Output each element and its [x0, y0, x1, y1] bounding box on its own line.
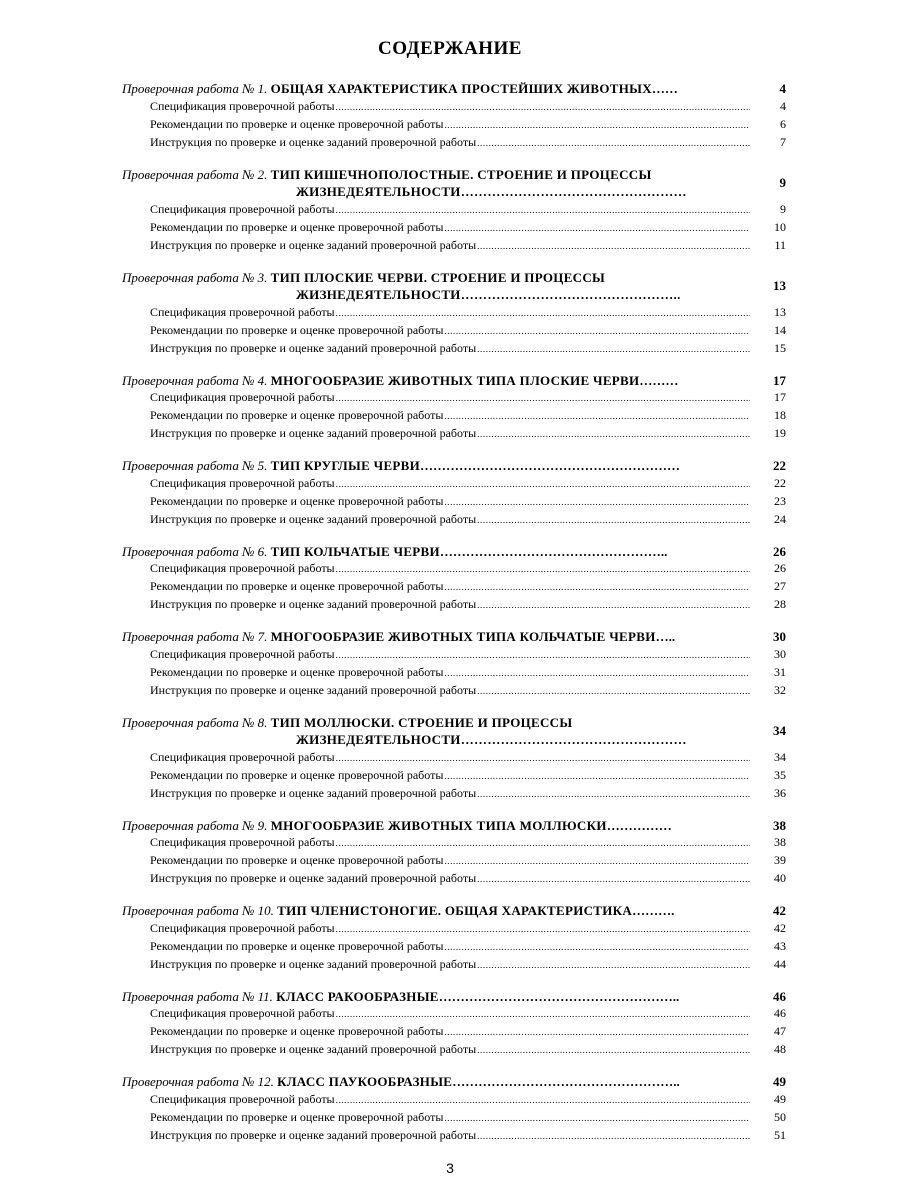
toc-entry[interactable] — [122, 682, 790, 700]
entry-page-number: 18 — [774, 408, 786, 422]
toc-entry[interactable] — [122, 304, 790, 322]
entry-page-number: 15 — [774, 340, 786, 355]
entry-label: Рекомендации по проверке и оценке проверочной работы — [150, 408, 444, 422]
toc-entry[interactable] — [122, 475, 790, 493]
toc-entry[interactable] — [122, 98, 790, 116]
toc-entry[interactable] — [122, 834, 790, 852]
dot-leader — [336, 1006, 750, 1023]
toc-entry[interactable] — [122, 870, 790, 888]
dot-leader — [477, 871, 750, 888]
dot-leader — [444, 220, 750, 237]
section-title: ТИП ЧЛЕНИСТОНОГИЕ. ОБЩАЯ ХАРАКТЕРИСТИКА — [277, 903, 633, 918]
section-title-line2: ЖИЗНЕДЕЯТЕЛЬНОСТИ — [296, 287, 461, 302]
dot-leader: ….. — [655, 629, 676, 644]
toc-entry[interactable] — [122, 767, 790, 785]
toc-section — [122, 80, 790, 152]
section-page-number: 42 — [773, 903, 786, 918]
section-title-line2: ЖИЗНЕДЕЯТЕЛЬНОСТИ — [296, 184, 461, 199]
toc-entry[interactable] — [122, 134, 790, 152]
toc-entry[interactable] — [122, 1109, 790, 1127]
entry-page-number: 42 — [774, 920, 786, 935]
dot-leader — [477, 683, 750, 700]
dot-leader: ……………………………………………….. — [438, 988, 680, 1004]
entry-label: Спецификация проверочной работы — [150, 561, 335, 575]
dot-leader — [336, 921, 750, 938]
section-label: Проверочная работа № 5. — [122, 458, 268, 473]
dot-leader: ………………………………………….. — [460, 287, 681, 302]
dot-leader — [444, 939, 750, 956]
toc-entry[interactable] — [122, 664, 790, 682]
entry-page-number: 35 — [774, 767, 786, 782]
toc-section-heading[interactable] — [122, 902, 790, 920]
section-label: Проверочная работа № 4. — [122, 372, 268, 388]
dot-leader — [444, 768, 750, 785]
dot-leader — [336, 835, 750, 852]
dot-leader — [444, 1110, 750, 1127]
entry-label: Спецификация проверочной работы — [150, 1006, 335, 1020]
toc-entry[interactable] — [122, 201, 790, 219]
toc-entry[interactable] — [122, 219, 790, 237]
section-label: Проверочная работа № 2. — [122, 166, 268, 182]
page-title: СОДЕРЖАНИЕ — [378, 38, 522, 59]
section-title-continued — [122, 731, 754, 749]
dot-leader — [336, 1092, 750, 1109]
section-label: Проверочная работа № 10. — [122, 903, 274, 918]
entry-page-number: 23 — [774, 493, 786, 508]
section-label: Проверочная работа № 3. — [122, 269, 268, 285]
entry-label: Рекомендации по проверке и оценке проверочной работы — [150, 853, 444, 867]
section-title: ТИП МОЛЛЮСКИ. СТРОЕНИЕ И ПРОЦЕССЫ — [270, 714, 573, 730]
toc-section-heading[interactable] — [122, 372, 790, 390]
section-page-number: 46 — [773, 988, 786, 1004]
toc-section-heading[interactable] — [122, 80, 790, 98]
toc-section — [122, 902, 790, 974]
entry-label: Спецификация проверочной работы — [150, 749, 335, 764]
toc-entry[interactable] — [122, 389, 790, 407]
page-number: 3 — [446, 1160, 454, 1176]
toc-entry[interactable] — [122, 785, 790, 803]
section-title: ТИП КОЛЬЧАТЫЕ ЧЕРВИ — [270, 543, 440, 559]
toc-entry[interactable] — [122, 1005, 790, 1023]
entry-page-number: 30 — [774, 646, 786, 661]
section-label: Проверочная работа № 8. — [122, 714, 268, 730]
table-of-contents — [122, 80, 790, 1159]
entry-page-number: 22 — [774, 475, 786, 490]
dot-leader — [336, 561, 750, 578]
toc-section-heading[interactable] — [122, 817, 790, 835]
entry-label: Инструкция по проверке и оценке заданий проверочной работы — [150, 956, 477, 971]
dot-leader — [477, 786, 750, 803]
toc-section-heading[interactable] — [122, 543, 790, 561]
entry-page-number: 27 — [774, 579, 786, 593]
entry-label: Инструкция по проверке и оценке заданий проверочной работы — [150, 1042, 477, 1056]
entry-label: Инструкция по проверке и оценке заданий проверочной работы — [150, 134, 477, 149]
entry-label: Рекомендации по проверке и оценке проверочной работы — [150, 493, 444, 508]
entry-page-number: 51 — [774, 1127, 786, 1142]
section-title-continued — [122, 183, 754, 201]
toc-entry[interactable] — [122, 956, 790, 974]
dot-leader — [477, 1042, 750, 1059]
entry-label: Спецификация проверочной работы — [150, 201, 335, 216]
entry-label: Рекомендации по проверке и оценке проверочной работы — [150, 219, 444, 234]
toc-entry[interactable] — [122, 852, 790, 870]
section-title: ОБЩАЯ ХАРАКТЕРИСТИКА ПРОСТЕЙШИХ ЖИВОТНЫХ — [270, 81, 652, 96]
entry-label: Инструкция по проверке и оценке заданий проверочной работы — [150, 871, 477, 885]
section-page-number: 30 — [773, 629, 786, 644]
entry-label: Инструкция по проверке и оценке заданий проверочной работы — [150, 682, 477, 697]
dot-leader — [477, 135, 750, 152]
toc-section — [122, 269, 790, 358]
dot-leader: ……… — [639, 372, 679, 388]
section-label: Проверочная работа № 1. — [122, 81, 268, 96]
toc-entry[interactable] — [122, 322, 790, 340]
dot-leader — [477, 238, 750, 255]
entry-page-number: 28 — [774, 597, 786, 611]
toc-entry[interactable] — [122, 511, 790, 529]
dot-leader — [336, 647, 750, 664]
entry-label: Инструкция по проверке и оценке заданий проверочной работы — [150, 597, 477, 611]
toc-entry[interactable] — [122, 340, 790, 358]
entry-page-number: 50 — [774, 1109, 786, 1124]
section-page-number: 13 — [773, 277, 786, 293]
section-title: КЛАСС ПАУКООБРАЗНЫЕ — [277, 1074, 453, 1089]
entry-page-number: 17 — [774, 390, 786, 404]
entry-page-number: 13 — [774, 304, 786, 319]
dot-leader — [444, 853, 750, 870]
entry-page-number: 46 — [774, 1006, 786, 1020]
toc-entry[interactable] — [122, 560, 790, 578]
dot-leader: ………. — [632, 903, 675, 918]
entry-label: Рекомендации по проверке и оценке проверочной работы — [150, 767, 444, 782]
entry-page-number: 40 — [774, 871, 786, 885]
entry-page-number: 32 — [774, 682, 786, 697]
section-page-number: 17 — [773, 372, 786, 388]
entry-page-number: 44 — [774, 956, 786, 971]
entry-label: Спецификация проверочной работы — [150, 835, 335, 849]
dot-leader: …………………………………………….. — [439, 543, 668, 559]
entry-page-number: 11 — [774, 237, 786, 252]
toc-entry[interactable] — [122, 237, 790, 255]
dot-leader: …… — [651, 81, 678, 96]
entry-page-number: 31 — [774, 664, 786, 679]
section-title: МНОГООБРАЗИЕ ЖИВОТНЫХ ТИПА МОЛЛЮСКИ — [270, 817, 607, 833]
entry-label: Инструкция по проверке и оценке заданий проверочной работы — [150, 1127, 477, 1142]
toc-entry[interactable] — [122, 116, 790, 134]
dot-leader — [477, 426, 750, 443]
toc-entry[interactable] — [122, 425, 790, 443]
section-page-number: 49 — [773, 1074, 786, 1089]
entry-label: Рекомендации по проверке и оценке проверочной работы — [150, 116, 444, 131]
entry-page-number: 6 — [780, 116, 786, 131]
section-title: МНОГООБРАЗИЕ ЖИВОТНЫХ ТИПА КОЛЬЧАТЫЕ ЧЕРВИ — [270, 629, 656, 644]
toc-section — [122, 166, 790, 255]
entry-label: Рекомендации по проверке и оценке проверочной работы — [150, 1024, 444, 1038]
toc-entry[interactable] — [122, 578, 790, 596]
toc-section — [122, 817, 790, 889]
dot-leader — [477, 341, 750, 358]
entry-label: Спецификация проверочной работы — [150, 1091, 335, 1106]
section-page-number: 26 — [773, 543, 786, 559]
toc-section — [122, 714, 790, 803]
entry-label: Инструкция по проверке и оценке заданий проверочной работы — [150, 340, 477, 355]
toc-section — [122, 543, 790, 615]
toc-section-heading[interactable] — [122, 1073, 790, 1091]
dot-leader — [336, 390, 750, 407]
entry-label: Спецификация проверочной работы — [150, 920, 335, 935]
dot-leader: …………… — [606, 817, 672, 833]
entry-page-number: 10 — [774, 219, 786, 234]
entry-page-number: 43 — [774, 938, 786, 953]
toc-section-heading[interactable] — [122, 628, 790, 646]
toc-section — [122, 988, 790, 1060]
toc-section — [122, 457, 790, 529]
dot-leader — [336, 750, 750, 767]
dot-leader — [336, 476, 750, 493]
toc-entry[interactable] — [122, 938, 790, 956]
entry-label: Рекомендации по проверке и оценке проверочной работы — [150, 664, 444, 679]
entry-page-number: 19 — [774, 426, 786, 440]
section-title-line2: ЖИЗНЕДЕЯТЕЛЬНОСТИ — [296, 732, 461, 747]
dot-leader — [444, 117, 750, 134]
dot-leader — [444, 494, 750, 511]
dot-leader — [336, 202, 750, 219]
section-title-continued — [122, 286, 754, 304]
dot-leader — [477, 957, 750, 974]
dot-leader — [444, 1024, 750, 1041]
entry-label: Инструкция по проверке и оценке заданий проверочной работы — [150, 426, 477, 440]
entry-page-number: 7 — [780, 134, 786, 149]
dot-leader — [444, 408, 750, 425]
dot-leader: …………………………………………….. — [452, 1074, 680, 1089]
entry-page-number: 4 — [780, 98, 786, 113]
section-label: Проверочная работа № 6. — [122, 543, 268, 559]
section-label: Проверочная работа № 9. — [122, 817, 268, 833]
dot-leader: …………………………………………………… — [420, 458, 681, 473]
entry-page-number: 38 — [774, 835, 786, 849]
dot-leader — [444, 323, 750, 340]
entry-page-number: 24 — [774, 511, 786, 526]
entry-page-number: 34 — [774, 749, 786, 764]
section-label: Проверочная работа № 12. — [122, 1074, 274, 1089]
entry-label: Спецификация проверочной работы — [150, 98, 335, 113]
section-label: Проверочная работа № 11. — [122, 988, 273, 1004]
section-label: Проверочная работа № 7. — [122, 629, 268, 644]
section-page-number: 4 — [779, 81, 786, 96]
section-title: МНОГООБРАЗИЕ ЖИВОТНЫХ ТИПА ПЛОСКИЕ ЧЕРВИ — [270, 372, 640, 388]
dot-leader: …………………………………………… — [460, 732, 687, 747]
section-title: ТИП КРУГЛЫЕ ЧЕРВИ — [270, 458, 421, 473]
toc-entry[interactable] — [122, 596, 790, 614]
entry-page-number: 36 — [774, 785, 786, 800]
entry-page-number: 14 — [774, 322, 786, 337]
entry-label: Рекомендации по проверке и оценке проверочной работы — [150, 322, 444, 337]
dot-leader — [477, 597, 750, 614]
entry-page-number: 26 — [774, 561, 786, 575]
section-page-number: 22 — [773, 458, 786, 473]
entry-label: Спецификация проверочной работы — [150, 304, 335, 319]
toc-section-heading[interactable] — [122, 714, 790, 749]
entry-page-number: 39 — [774, 853, 786, 867]
toc-entry[interactable] — [122, 1127, 790, 1145]
toc-entry[interactable] — [122, 749, 790, 767]
entry-label: Инструкция по проверке и оценке заданий проверочной работы — [150, 237, 477, 252]
entry-label: Рекомендации по проверке и оценке проверочной работы — [150, 938, 444, 953]
entry-page-number: 9 — [780, 201, 786, 216]
entry-page-number: 47 — [774, 1024, 786, 1038]
entry-page-number: 49 — [774, 1091, 786, 1106]
entry-label: Спецификация проверочной работы — [150, 390, 335, 404]
entry-label: Инструкция по проверке и оценке заданий проверочной работы — [150, 511, 477, 526]
entry-label: Рекомендации по проверке и оценке проверочной работы — [150, 1109, 444, 1124]
entry-page-number: 48 — [774, 1042, 786, 1056]
toc-entry[interactable] — [122, 1041, 790, 1059]
section-title: КЛАСС РАКООБРАЗНЫЕ — [276, 988, 439, 1004]
dot-leader — [336, 305, 750, 322]
section-page-number: 9 — [779, 174, 786, 190]
section-title: ТИП КИШЕЧНОПОЛОСТНЫЕ. СТРОЕНИЕ И ПРОЦЕССЫ — [270, 166, 652, 182]
toc-section-heading[interactable] — [122, 457, 790, 475]
toc-entry[interactable] — [122, 646, 790, 664]
toc-section-heading[interactable] — [122, 269, 790, 304]
toc-entry[interactable] — [122, 407, 790, 425]
toc-entry[interactable] — [122, 920, 790, 938]
section-page-number: 38 — [773, 817, 786, 833]
section-page-number: 34 — [773, 722, 786, 738]
toc-entry[interactable] — [122, 493, 790, 511]
dot-leader — [444, 579, 750, 596]
dot-leader — [477, 512, 750, 529]
toc-entry[interactable] — [122, 1091, 790, 1109]
entry-label: Рекомендации по проверке и оценке проверочной работы — [150, 579, 444, 593]
dot-leader — [444, 665, 750, 682]
dot-leader — [477, 1128, 750, 1145]
toc-entry[interactable] — [122, 1023, 790, 1041]
entry-label: Спецификация проверочной работы — [150, 475, 335, 490]
toc-section-heading[interactable] — [122, 166, 790, 201]
entry-label: Инструкция по проверке и оценке заданий проверочной работы — [150, 785, 477, 800]
section-title: ТИП ПЛОСКИЕ ЧЕРВИ. СТРОЕНИЕ И ПРОЦЕССЫ — [270, 269, 606, 285]
toc-section — [122, 1073, 790, 1145]
toc-section — [122, 372, 790, 444]
toc-section — [122, 628, 790, 700]
entry-label: Спецификация проверочной работы — [150, 646, 335, 661]
dot-leader: …………………………………………… — [460, 184, 687, 199]
dot-leader — [336, 99, 750, 116]
toc-section-heading[interactable] — [122, 988, 790, 1006]
